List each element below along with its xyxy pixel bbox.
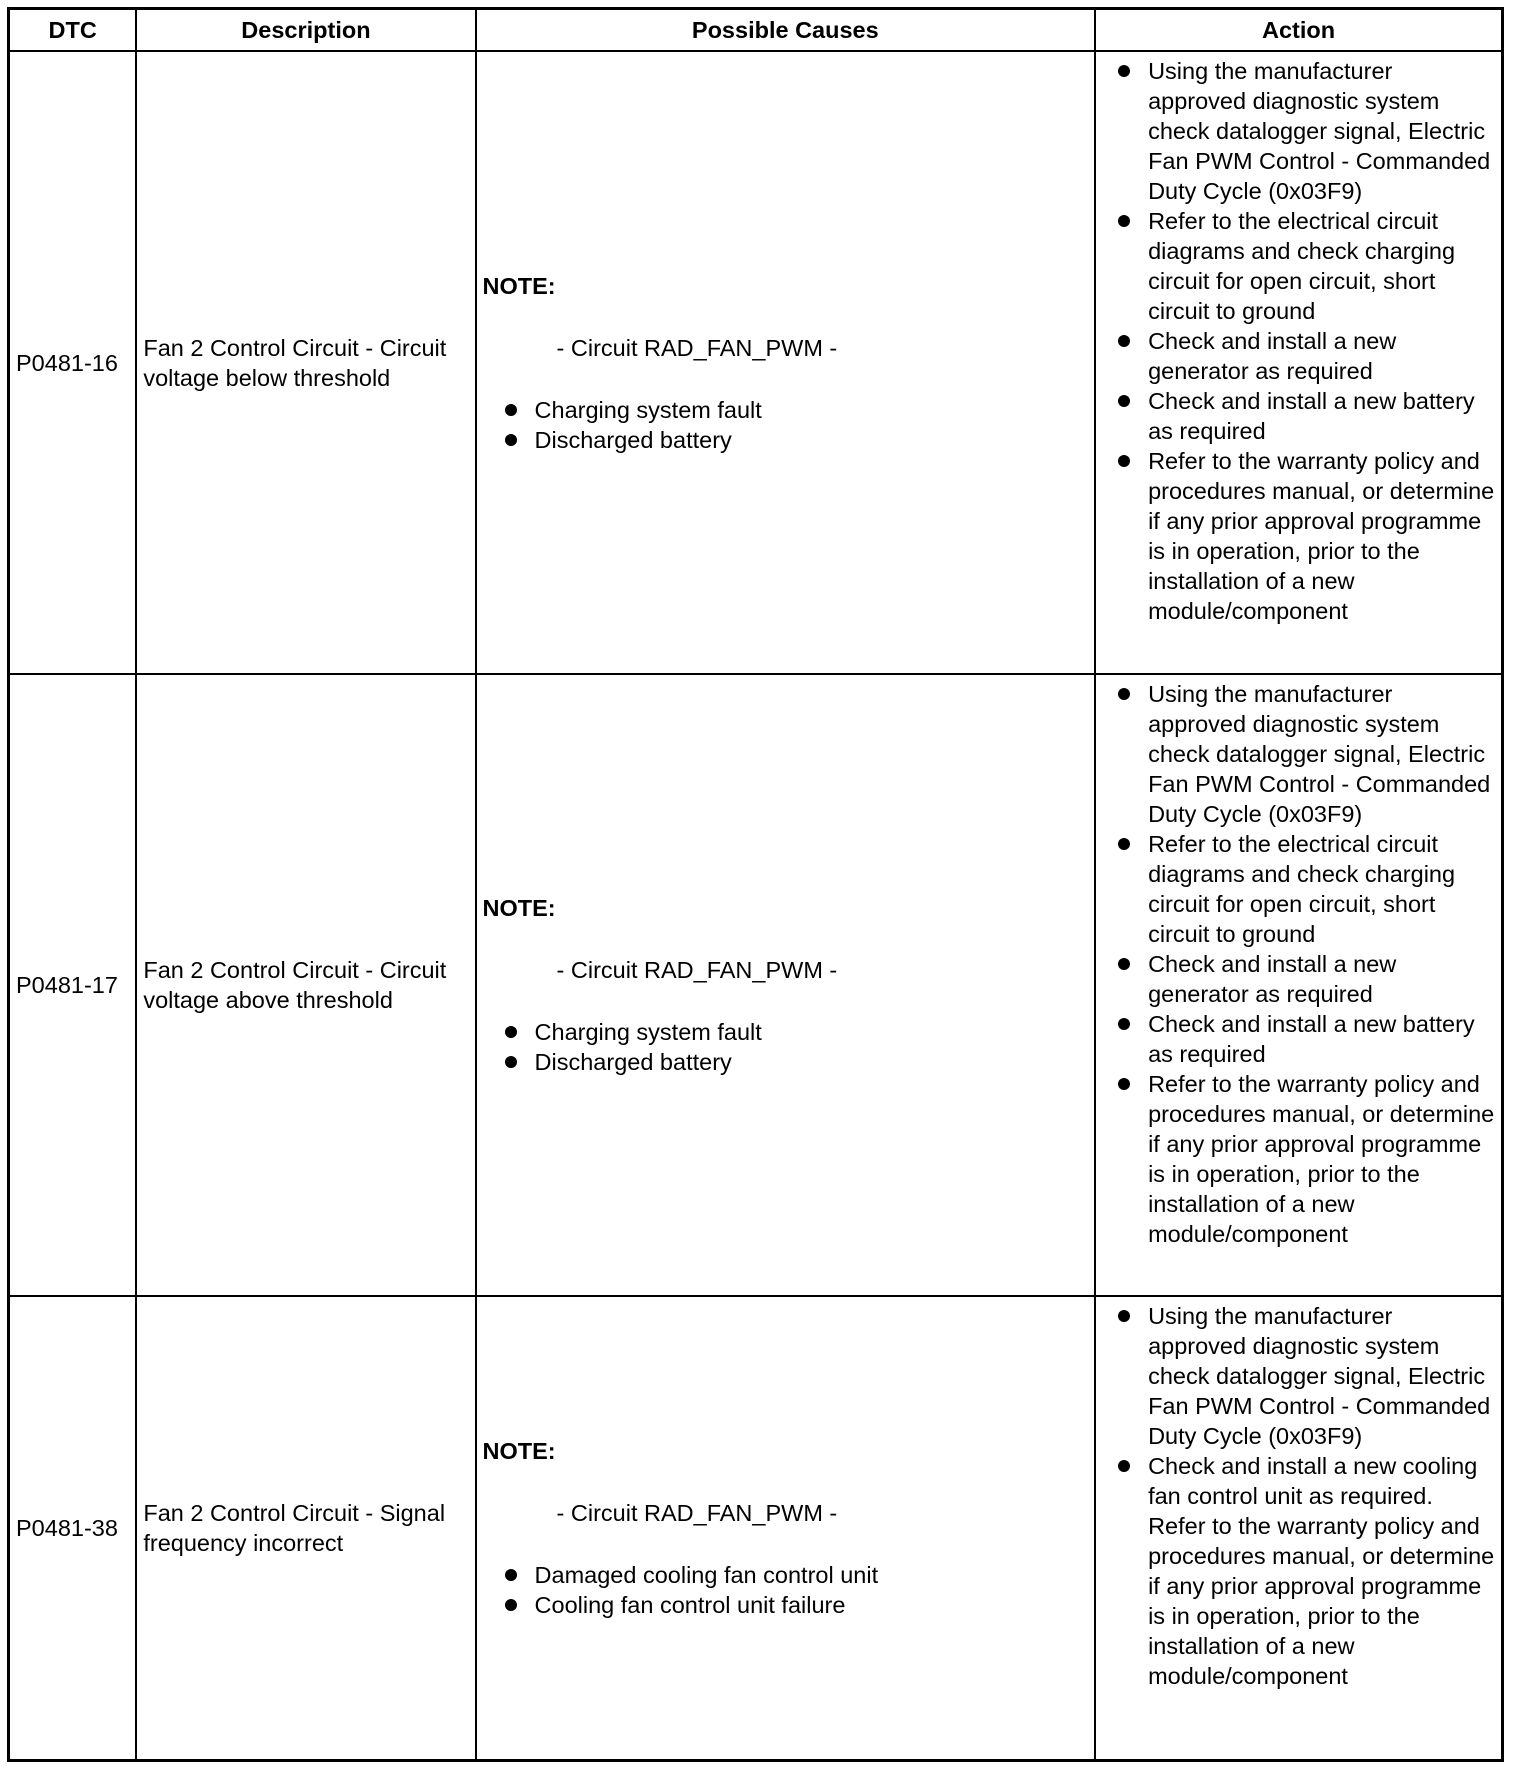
table-row: [9, 51, 1503, 674]
table-row: [9, 674, 1503, 1296]
action: [1095, 1296, 1502, 1760]
causes-list: [483, 395, 1089, 455]
action-item: Refer to the warranty policy and procedures manual, or determine if any prior approval programme is in operation, prior to the installation of a new module/component: [1116, 446, 1495, 626]
header-dtc: DTC: [9, 9, 137, 52]
causes-list: [483, 1017, 1089, 1077]
action-item: Refer to the warranty policy and procedures manual, or determine if any prior approval programme is in operation, prior to the installation of a new module/component: [1116, 1069, 1495, 1249]
description: Fan 2 Control Circuit - Signal frequency incorrect: [136, 1296, 475, 1760]
action-list: [1116, 1301, 1495, 1691]
description: Fan 2 Control Circuit - Circuit voltage below threshold: [136, 51, 475, 674]
cause-item: Damaged cooling fan control unit: [503, 1560, 1089, 1590]
action-item: Check and install a new battery as required: [1116, 386, 1495, 446]
dtc-code: P0481-16: [9, 51, 137, 674]
circuit-name: - Circuit RAD_FAN_PWM -: [556, 957, 838, 983]
circuit-name: - Circuit RAD_FAN_PWM -: [556, 1499, 838, 1526]
header-possible-causes: Possible Causes: [476, 9, 1096, 52]
header-row: [9, 9, 1503, 52]
possible-causes: [476, 674, 1096, 1296]
action-list: [1116, 56, 1495, 626]
causes-list: [483, 1560, 1089, 1620]
dtc-table: [7, 7, 1504, 1762]
possible-causes: [476, 51, 1096, 674]
action-item: Using the manufacturer approved diagnostic system check datalogger signal, Electric Fan PWM Control - Commanded Duty Cycle (0x03F9): [1116, 1301, 1495, 1451]
cause-item: Discharged battery: [503, 425, 1089, 455]
action: [1095, 674, 1502, 1296]
dtc-code: P0481-17: [9, 674, 137, 1296]
action-item: Check and install a new generator as required: [1116, 326, 1495, 386]
note-label: NOTE:: [482, 272, 556, 299]
action-item: Using the manufacturer approved diagnostic system check datalogger signal, Electric Fan PWM Control - Commanded Duty Cycle (0x03F9): [1116, 679, 1495, 829]
action-item: Check and install a new battery as required: [1116, 1009, 1495, 1069]
dtc-code: P0481-38: [9, 1296, 137, 1760]
action-item: Check and install a new generator as required: [1116, 949, 1495, 1009]
action-item: Check and install a new cooling fan control unit as required. Refer to the warranty policy and procedures manual, or determine if any prior approval programme is in operation, prior to the installation of a new module/component: [1116, 1451, 1495, 1691]
action: [1095, 51, 1502, 674]
description: Fan 2 Control Circuit - Circuit voltage above threshold: [136, 674, 475, 1296]
action-list: [1116, 679, 1495, 1249]
action-item: Using the manufacturer approved diagnostic system check datalogger signal, Electric Fan PWM Control - Commanded Duty Cycle (0x03F9): [1116, 56, 1495, 206]
header-description: Description: [136, 9, 475, 52]
table-row: [9, 1296, 1503, 1760]
note-label: NOTE:: [482, 1437, 556, 1464]
cause-item: Cooling fan control unit failure: [503, 1590, 1089, 1620]
action-item: Refer to the electrical circuit diagrams and check charging circuit for open circuit, short circuit to ground: [1116, 829, 1495, 949]
header-action: Action: [1095, 9, 1502, 52]
cause-item: Discharged battery: [503, 1047, 1089, 1077]
circuit-name: - Circuit RAD_FAN_PWM -: [556, 334, 838, 361]
possible-causes: [476, 1296, 1096, 1760]
cause-item: Charging system fault: [503, 395, 1089, 425]
note-label: NOTE:: [482, 895, 556, 921]
cause-item: Charging system fault: [503, 1017, 1089, 1047]
action-item: Refer to the electrical circuit diagrams and check charging circuit for open circuit, short circuit to ground: [1116, 206, 1495, 326]
